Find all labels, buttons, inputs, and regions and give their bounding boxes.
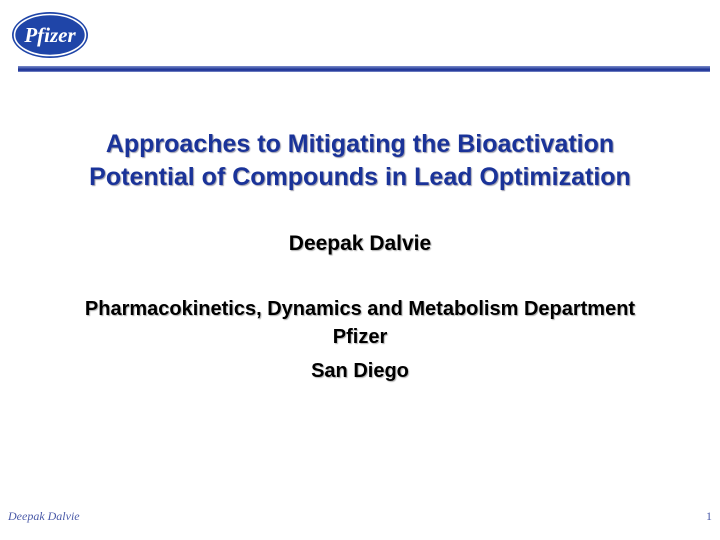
pfizer-logo [10,10,90,60]
title-line-1: Approaches to Mitigating the Bioactivation [105,130,615,158]
logo-text: Pfizer [24,23,76,47]
footer-presenter: Deepak Dalvie [8,509,80,523]
organization-name: Pfizer [332,326,388,348]
department-name: Pharmacokinetics, Dynamics and Metabolism Department [84,298,636,320]
slide-title [0,128,720,194]
location-name: San Diego [311,360,409,382]
author-name: Deepak Dalvie [288,232,432,255]
header-rule [18,66,710,72]
page-number: 1 [706,509,712,523]
title-line-2: Potential of Compounds in Lead Optimization [89,163,631,191]
